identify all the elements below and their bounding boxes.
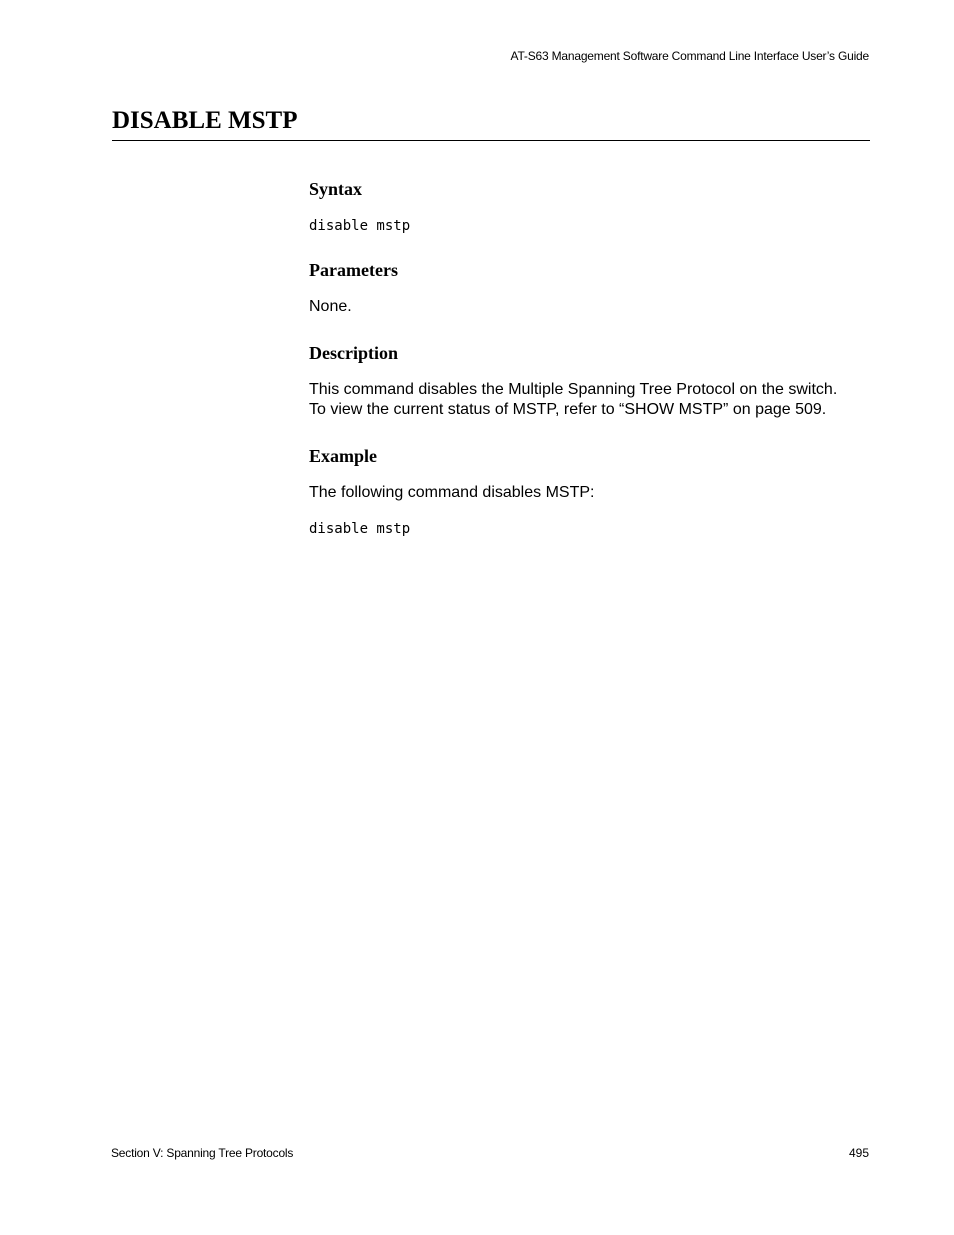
example-section	[309, 445, 854, 539]
footer-page-number: 495	[848, 1146, 869, 1160]
syntax-heading: Syntax	[309, 179, 363, 199]
example-code: disable mstp	[309, 521, 411, 537]
example-heading: Example	[309, 445, 378, 466]
description-heading: Description	[309, 342, 398, 363]
syntax-code: disable mstp	[309, 218, 411, 234]
footer-section-title: Section V: Spanning Tree Protocols	[111, 1146, 294, 1160]
description-text: This command disables the Multiple Spanning Tree Protocol on the switch. To view the current status of MSTP, refer to “SHOW MSTP” on page 509.	[309, 380, 838, 418]
parameters-text: None.	[309, 298, 352, 315]
parameters-heading: Parameters	[309, 260, 398, 280]
example-text: The following command disables MSTP:	[309, 483, 595, 501]
running-header: AT-S63 Management Software Command Line Interface User’s Guide	[510, 49, 869, 63]
page-title: DISABLE MSTP	[112, 107, 298, 134]
parameters-section	[309, 259, 854, 318]
description-section	[309, 342, 854, 421]
syntax-section	[309, 178, 854, 235]
command-content	[309, 178, 854, 538]
title-divider	[112, 140, 870, 141]
